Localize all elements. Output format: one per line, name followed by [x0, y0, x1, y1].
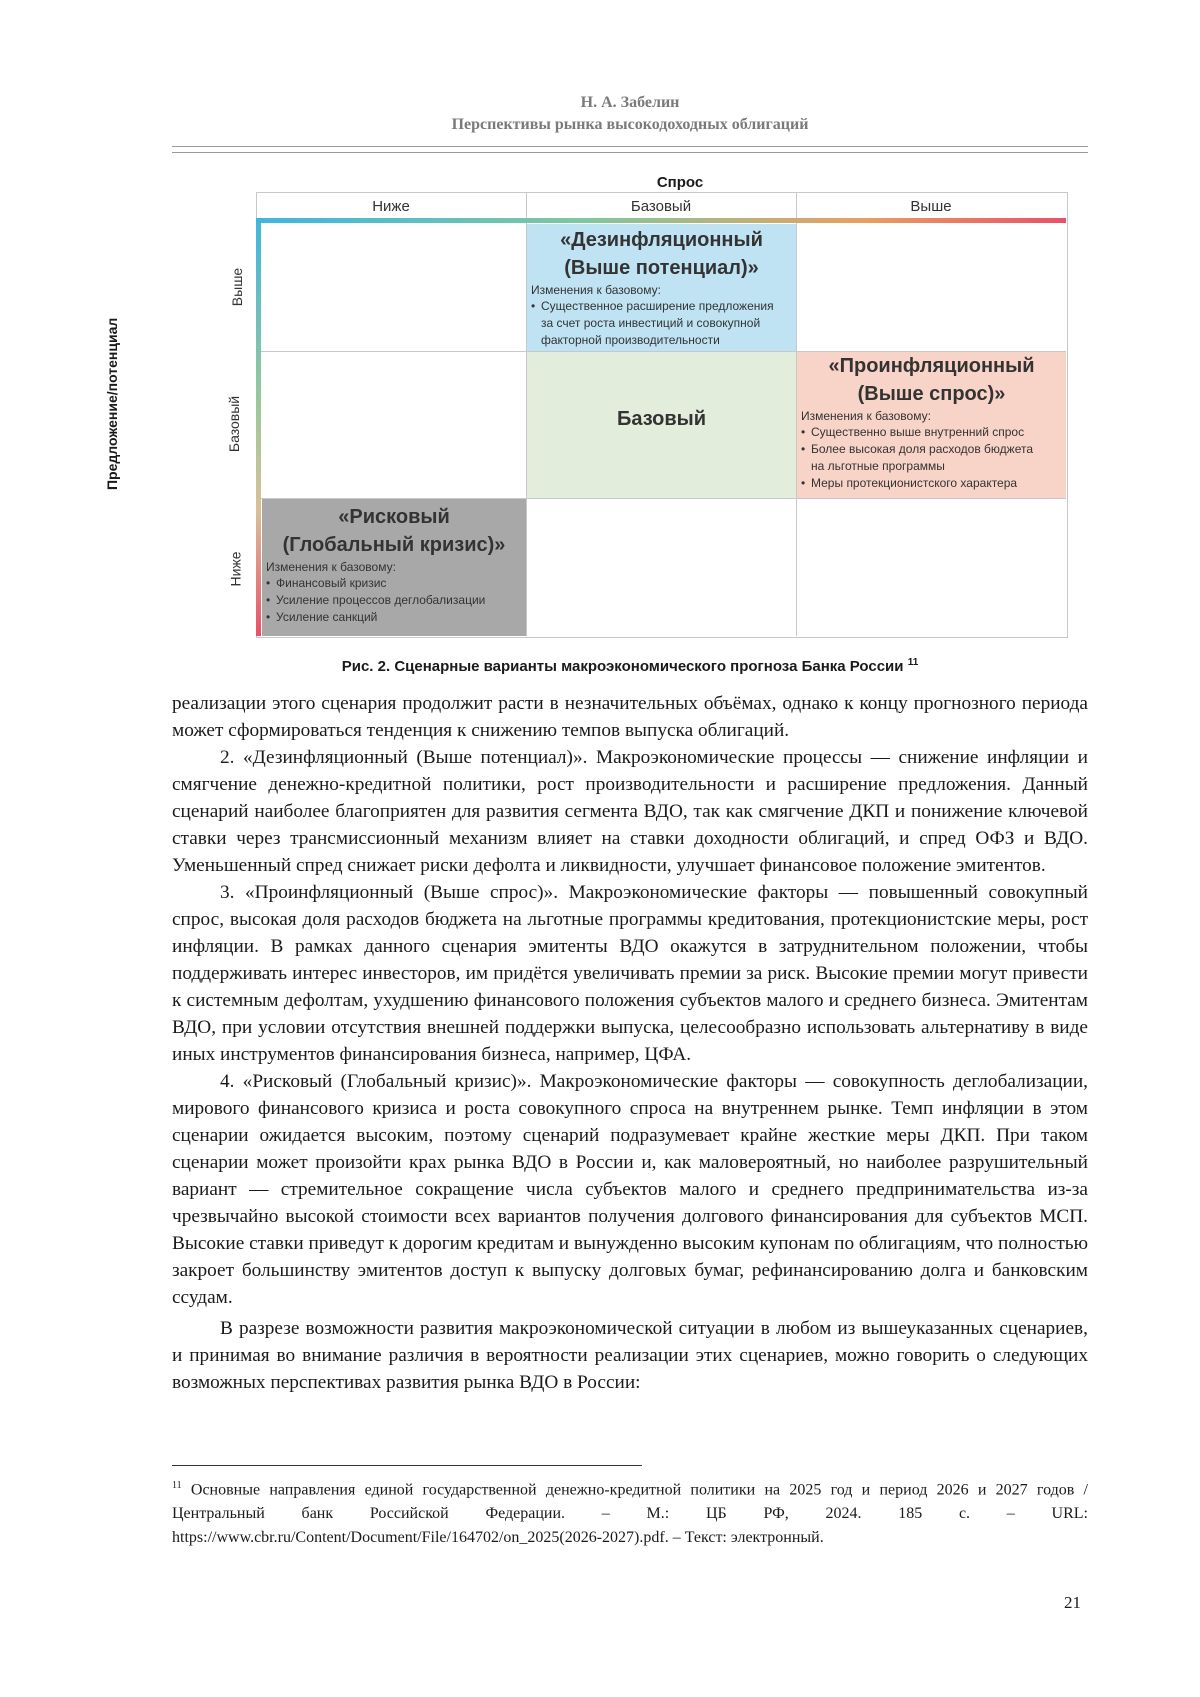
- proinflation-subtitle: Изменения к базовому:: [801, 409, 931, 423]
- risk-title-2: (Глобальный кризис)»: [282, 534, 506, 556]
- risk-bullet: • Усиление санкций: [276, 609, 526, 626]
- running-head-title: Перспективы рынка высокодоходных облигаций: [451, 116, 809, 133]
- row-label-higher: Выше: [229, 267, 246, 307]
- disinflation-subtitle: Изменения к базовому:: [531, 283, 661, 297]
- proinflation-bullets: [797, 424, 1066, 492]
- grid-line: [796, 192, 797, 636]
- demand-gradient-bar: [256, 218, 1066, 223]
- column-label-base: Базовый: [630, 198, 692, 215]
- disinflation-title-1: «Дезинфляционный: [560, 229, 763, 251]
- cell-base: [527, 352, 796, 498]
- proinflation-bullet: • Меры протекционистского характера: [811, 475, 1066, 492]
- paragraph: 2. «Дезинфляционный (Выше потенциал)». Макроэкономические процессы — снижение инфляции и смягчение денежно-кредитной политики, рост производительности и расширение предложения. Данный сценарий наиболее благоприятен для развития сегмента ВДО, так как смягчение ДКП и понижение ключевой ставки через трансмиссионный механизм влияет на ставки доходности облигаций, и спред ОФЗ и ВДО. Уменьшенный спред снижает риски дефолта и ликвидности, улучшает финансовое положение эмитентов.: [172, 747, 1088, 876]
- figure-caption: Рис. 2. Сценарные варианты макроэкономического прогноза Банка России $^{11}$: [341, 657, 919, 675]
- base-scenario-title: Базовый: [616, 408, 707, 430]
- column-label-higher: Выше: [910, 198, 952, 215]
- footnote-number: 11: [172, 1480, 182, 1491]
- paragraph: В разрезе возможности развития макроэкономической ситуации в любом из вышеуказанных сценариев, и принимая во внимание различия в вероятности реализации этих сценариев, можно говорить о следующих возможных перспективах развития рынка ВДО в России:: [172, 1318, 1088, 1393]
- risk-bullets: [262, 575, 526, 626]
- demand-axis-title: Спрос: [656, 174, 704, 191]
- risk-title-1: «Рисковый: [338, 506, 450, 528]
- paragraph: реализации этого сценария продолжит расти в незначительных объёмах, однако к концу прогнозного периода может сформироваться тенденция к снижению темпов выпуска облигаций.: [172, 693, 1088, 741]
- footnote-rule: [172, 1465, 642, 1466]
- grid-line: [256, 498, 1066, 499]
- footnote-text: Основные направления единой государственной денежно-кредитной политики на 2025 год и период 2026 и 2027 годов / Центральный банк Российской Федерации. – М.: ЦБ РФ, 2024. 185 с. – URL: https://www.cbr.ru/Content/Document/File/164702/on_2025(2026-2027).pdf. – Текст: электронный.: [172, 1481, 1088, 1547]
- caption-footnote-ref: 11: [907, 657, 919, 668]
- risk-bullet: • Финансовый кризис: [276, 575, 526, 592]
- page-number: 21: [1064, 1593, 1081, 1612]
- cell-risk: [262, 499, 526, 636]
- body-text: [172, 690, 1088, 1396]
- footnote: [172, 1474, 1088, 1550]
- proinflation-bullet: • Существенно выше внутренний спрос: [811, 424, 1066, 441]
- grid-line: [526, 192, 527, 636]
- row-label-base: Базовый: [226, 395, 243, 453]
- row-label-lower: Ниже: [227, 551, 244, 587]
- running-head-author: Н. А. Забелин: [580, 94, 680, 111]
- proinflation-title-2: (Выше спрос)»: [857, 383, 1006, 405]
- disinflation-bullet: • Существенное расширение предложения за счет роста инвестиций и совокупной факторной производительности: [541, 298, 796, 349]
- disinflation-title-2: (Выше потенциал)»: [564, 257, 759, 279]
- column-label-lower: Ниже: [372, 198, 410, 215]
- scenario-matrix-figure: Спрос Ниже Базовый Выше «Дезинфляционный (Выше потенциал)» Изменения к базовому: • Существенное расширение предложения за счет роста инвестиций и совокупной факторной производительности Базовый «Проинфляционный (Выше спрос)» Изменения к базовому: • Существенно выше внутренний спрос • Более высокая доля расходов бюджета на льготные программы • Меры протекционистского характера «Рисковый (Глобальный кризис)» Изменения к базовому: • Финансовый кризис • Усиление процессов деглобализации • Усиление санкций Предложение/потенциал Выше Базовый Ниже: [200, 170, 1080, 640]
- risk-bullet: • Усиление процессов деглобализации: [276, 592, 526, 609]
- header-rule: [172, 146, 1088, 147]
- paragraph: 4. «Рисковый (Глобальный кризис)». Макроэкономические факторы — совокупность деглобализации, мирового финансового кризиса и роста совокупного спроса на внутреннем рынке. Темп инфляции в этом сценарии ожидается высоким, поэтому сценарий подразумевает крайне жесткие меры ДКП. При таком сценарии может произойти крах рынка ВДО в России и, как маловероятный, но наиболее разрушительный вариант — стремительное сокращение числа субъектов малого и среднего предпринимательства из-за чрезвычайно высокой стоимости всех вариантов получения долгового финансирования для субъектов МСП. Высокие ставки приведут к дорогим кредитам и вынужденно высоким купонам по облигациям, что полностью закроет большинству эмитентов доступ к выпуску долговых бумаг, рефинансированию долга и банковским ссудам.: [172, 1071, 1088, 1308]
- proinflation-title-1: «Проинфляционный: [828, 355, 1035, 377]
- running-head: [172, 92, 1088, 136]
- grid-line: [256, 351, 1066, 352]
- supply-gradient-bar: [256, 218, 261, 636]
- proinflation-bullet: • Более высокая доля расходов бюджета на льготные программы: [811, 441, 1066, 475]
- header-rule: [172, 152, 1088, 153]
- disinflation-bullets: [527, 298, 796, 349]
- risk-subtitle: Изменения к базовому:: [266, 560, 396, 574]
- cell-disinflation: [527, 224, 796, 351]
- cell-proinflation: [797, 352, 1066, 498]
- paragraph: 3. «Проинфляционный (Выше спрос)». Макроэкономические факторы — повышенный совокупный спрос, высокая доля расходов бюджета на льготные программы кредитования, протекционистские меры, рост инфляции. В рамках данного сценария эмитенты ВДО окажутся в затруднительном положении, чтобы поддерживать интерес инвесторов, им придётся увеличивать премии за риск. Высокие премии могут привести к системным дефолтам, ухудшению финансового положения субъектов малого и среднего бизнеса. Эмитентам ВДО, при условии отсутствия внешней поддержки выпуска, целесообразно использовать альтернативу в виде иных инструментов финансирования бизнеса, например, ЦФА.: [172, 882, 1088, 1065]
